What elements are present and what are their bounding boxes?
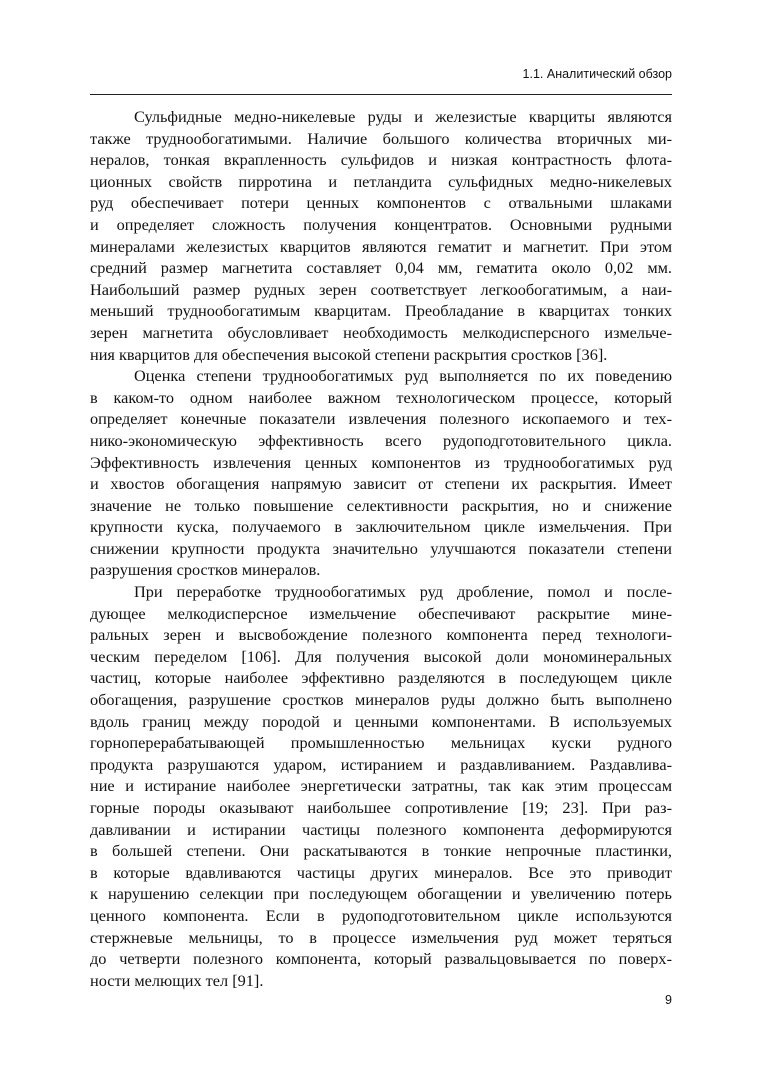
text-line: руд обеспечивает потери ценных компонентов с отвальными шлаками bbox=[90, 193, 672, 213]
text-line: При переработке труднообогатимых руд дробление, помол и после- bbox=[134, 582, 672, 602]
text-line: ральных зерен и высвобождение полезного компонента перед технологи- bbox=[90, 625, 672, 645]
text-line: минералами железистых кварцитов являются гематит и магнетит. При этом bbox=[90, 236, 672, 256]
text-line: разрушения сростков минералов. bbox=[90, 560, 321, 580]
text-line: значение не только повышение селективности раскрытия, но и снижение bbox=[90, 495, 672, 515]
text-line: крупности куска, получаемого в заключительном цикле измельчения. При bbox=[90, 517, 672, 537]
text-line: ние и истирание наиболее энергетически затратны, так как этим процессам bbox=[90, 776, 672, 796]
text-line: средний размер магнетита составляет 0,04 мм, гематита около 0,02 мм. bbox=[90, 258, 672, 278]
header-rule bbox=[90, 94, 672, 95]
text-line: к нарушению селекции при последующем обогащении и увеличению потерь bbox=[90, 884, 672, 904]
text-line: до четверти полезного компонента, который развальцовывается по поверх- bbox=[90, 949, 672, 969]
text-line: ности мелющих тел [91]. bbox=[90, 970, 264, 990]
text-line: Оценка степени труднообогатимых руд выполняется по их поведению bbox=[134, 366, 672, 386]
text-line: обогащения, разрушение сростков минералов руды должно быть выполнено bbox=[90, 690, 672, 710]
text-line: снижении крупности продукта значительно улучшаются показатели степени bbox=[90, 538, 672, 558]
text-line: ческим переделом [106]. Для получения высокой доли мономинеральных bbox=[90, 646, 672, 666]
text-line: горноперерабатывающей промышленностью мельницах куски рудного bbox=[90, 733, 672, 753]
text-line: в которые вдавливаются частицы других минералов. Все это приводит bbox=[90, 862, 672, 882]
text-line: давливании и истирании частицы полезного компонента деформируются bbox=[90, 819, 672, 839]
text-line: определяет конечные показатели извлечения полезного ископаемого и тех- bbox=[90, 409, 672, 429]
text-line: меньший труднообогатимым кварцитам. Преобладание в кварцитах тонких bbox=[90, 301, 672, 321]
body-text bbox=[90, 106, 672, 991]
text-line: Наибольший размер рудных зерен соответствует легкообогатимым, а наи- bbox=[90, 279, 672, 299]
text-line: горные породы оказывают наибольшее сопротивление [19; 23]. При раз- bbox=[90, 798, 672, 817]
text-line: ния кварцитов для обеспечения высокой степени раскрытия сростков [36]. bbox=[90, 344, 608, 364]
text-line: зерен магнетита обусловливает необходимость мелкодисперсного измельче- bbox=[90, 322, 672, 342]
text-line: ционных свойств пирротина и петландита сульфидных медно-никелевых bbox=[90, 171, 672, 191]
text-line: нералов, тонкая вкрапленность сульфидов и низкая контрастность флота- bbox=[90, 150, 672, 170]
text-line: дующее мелкодисперсное измельчение обеспечивают раскрытие мине- bbox=[90, 603, 672, 623]
text-line: частиц, которые наиболее эффективно разделяются в последующем цикле bbox=[90, 668, 672, 688]
text-line: Эффективность извлечения ценных компонентов из труднообогатимых руд bbox=[90, 452, 672, 472]
text-line: продукта разрушаются ударом, истиранием и раздавливанием. Раздавлива- bbox=[90, 754, 672, 774]
text-line: ценного компонента. Если в рудоподготовительном цикле используются bbox=[90, 905, 672, 925]
text-line: стержневые мельницы, то в процессе измельчения руд может теряться bbox=[90, 927, 672, 947]
page-number: 9 bbox=[665, 993, 672, 1007]
text-line: в большей степени. Они раскатываются в тонкие непрочные пластинки, bbox=[90, 841, 672, 861]
text-line: и хвостов обогащения напрямую зависит от степени их раскрытия. Имеет bbox=[90, 474, 672, 494]
text-line: вдоль границ между породой и ценными компонентами. В используемых bbox=[90, 711, 672, 731]
text-line: в каком-то одном наиболее важном технологическом процессе, который bbox=[90, 387, 672, 407]
text-line: и определяет сложность получения концентратов. Основными рудными bbox=[90, 214, 672, 234]
text-line: Сульфидные медно-никелевые руды и железистые кварциты являются bbox=[134, 107, 672, 126]
text-line: также труднообогатимыми. Наличие большого количества вторичных ми- bbox=[90, 128, 672, 148]
text-line: нико-экономическую эффективность всего рудоподготовительного цикла. bbox=[90, 430, 672, 450]
running-header: 1.1. Аналитический обзор bbox=[522, 67, 672, 81]
